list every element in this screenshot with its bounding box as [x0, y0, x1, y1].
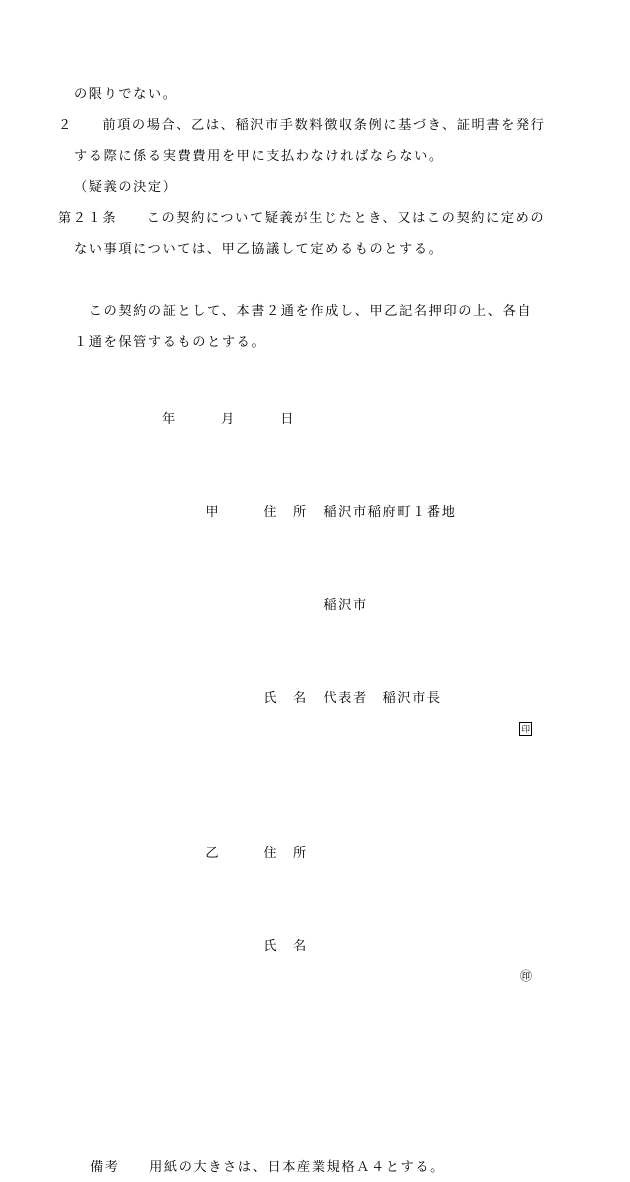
field-value: 稲沢市 [323, 597, 368, 612]
spacer [40, 1023, 590, 1135]
spacer [40, 775, 590, 806]
field-label: 住 所 [263, 845, 308, 860]
body-line: 第２１条 この契約について疑義が生じたとき、又はこの契約に定めの [58, 210, 546, 225]
body-line: の限りでない。 [74, 86, 178, 101]
closing-paragraph [40, 295, 590, 357]
party-row [40, 899, 590, 1023]
party-row [40, 806, 590, 899]
note-line: 備考 用紙の大きさは、日本産業規格Ａ４とする。 [90, 1159, 445, 1174]
date-line: 年 月 日 [162, 411, 296, 426]
spacer [40, 264, 590, 295]
spacer [40, 357, 590, 403]
closing-line: １通を保管するものとする。 [74, 334, 267, 349]
spacer [40, 434, 590, 465]
seal-mark [519, 713, 532, 744]
party-block-ko [40, 465, 590, 775]
body-line: ない事項については、甲乙協議して定めるものとする。 [74, 241, 444, 256]
body-line: する際に係る実費費用を甲に支払わなければならない。 [74, 148, 444, 163]
body-paragraphs [40, 78, 590, 264]
seal-mark: ㊞ [519, 969, 532, 983]
party-label: 乙 [205, 845, 221, 860]
body-line: ２ 前項の場合、乙は、稲沢市手数料徴収条例に基づき、証明書を発行 [58, 117, 546, 132]
party-row [40, 651, 590, 775]
party-label: 甲 [205, 504, 221, 519]
seal-box: 印 [521, 724, 530, 734]
field-label: 氏 名 [263, 690, 308, 705]
field-value: 代表者 稲沢市長 [323, 690, 442, 705]
field-label: 住 所 [263, 504, 308, 519]
field-value: 稲沢市稲府町１番地 [323, 504, 457, 519]
section-heading: （疑義の決定） [74, 179, 178, 194]
party-block-otsu [40, 806, 590, 1023]
party-row [40, 465, 590, 558]
closing-line: この契約の証として、本書２通を作成し、甲乙記名押印の上、各自 [74, 303, 533, 318]
party-row [40, 558, 590, 651]
field-label: 氏 名 [263, 938, 308, 953]
spacer [40, 1135, 590, 1151]
